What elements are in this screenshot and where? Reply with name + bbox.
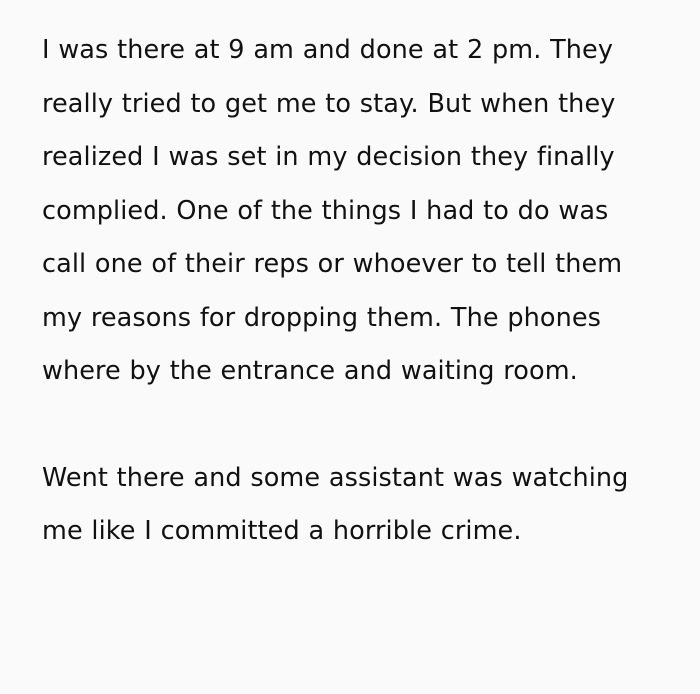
paragraph-2: Went there and some assistant was watching me like I committed a horrible crime. [42, 462, 629, 546]
paragraph-1: I was there at 9 am and done at 2 pm. They really tried to get me to stay. But when they realized I was set in my decision they finally complied. One of the things I had to do was call one of their reps or whoever to tell them my reasons for dropping them. The phones where by the entrance and waiting room. [42, 35, 623, 386]
